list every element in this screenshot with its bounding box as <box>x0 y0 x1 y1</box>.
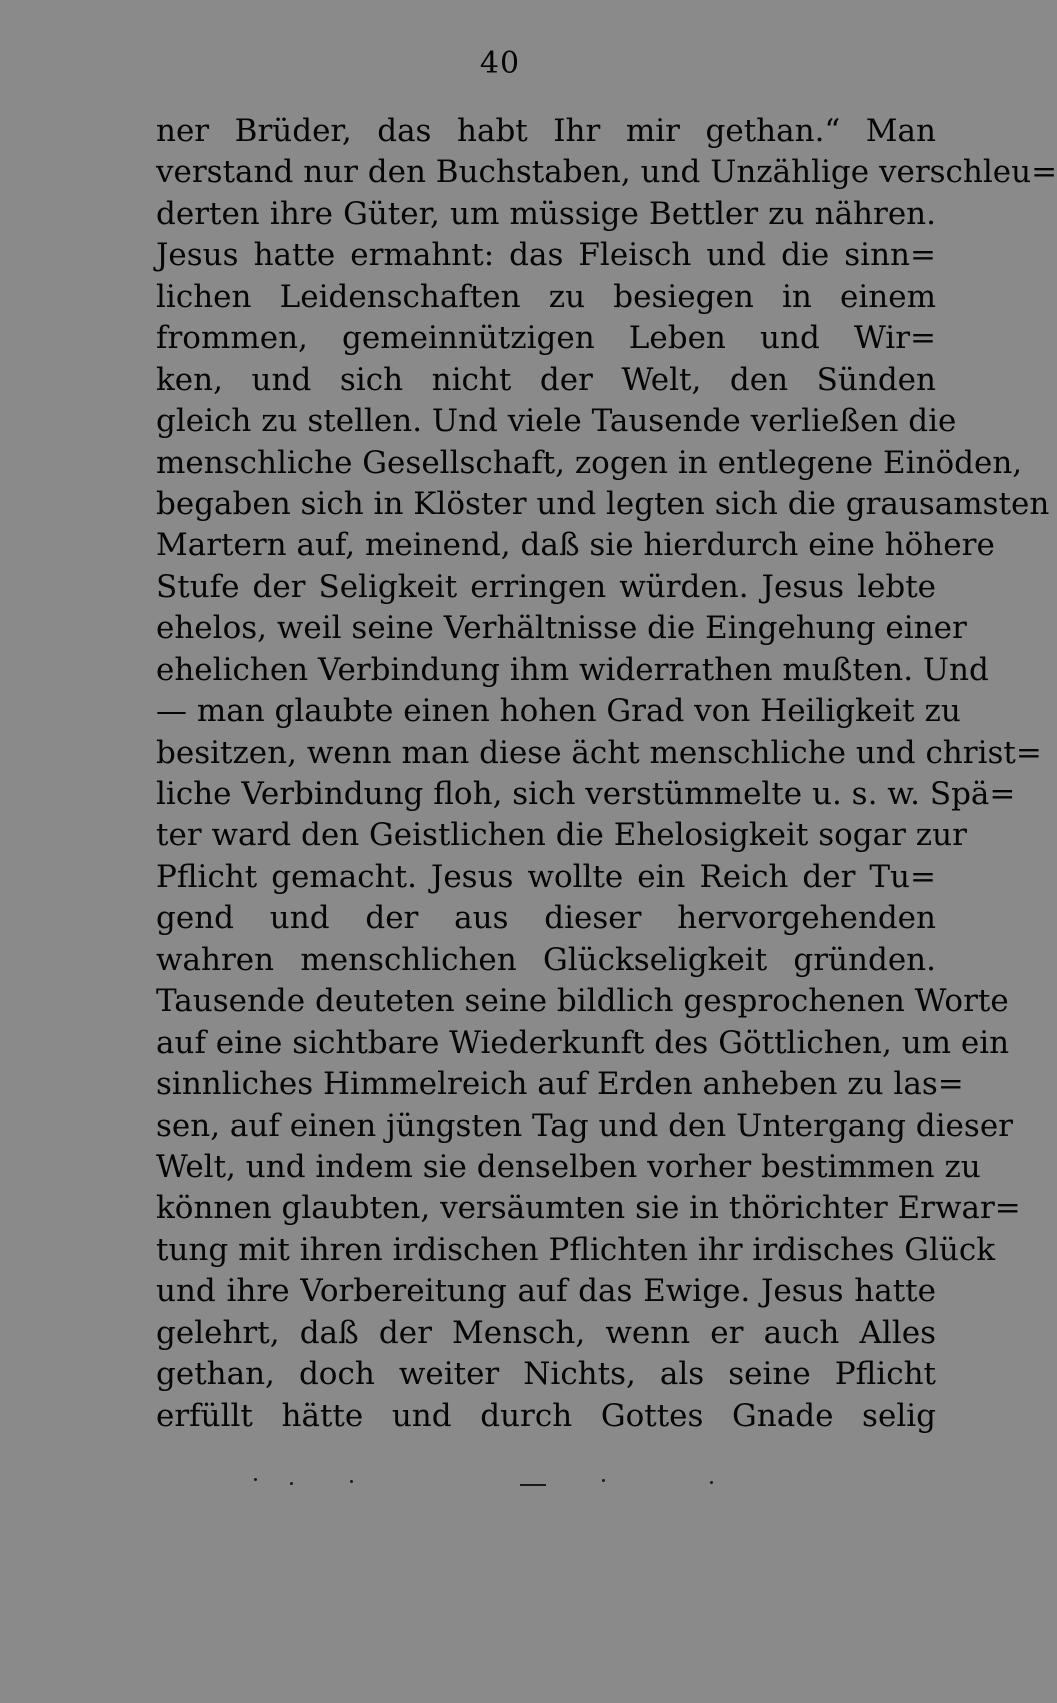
text-line: Stufe der Seligkeit erringen würden. Jesus lebte <box>156 568 936 605</box>
text-line: begaben sich in Klöster und legten sich die grausamsten <box>156 485 1050 522</box>
text-line: verstand nur den Buchstaben, und Unzählige verschleu= <box>156 154 1057 191</box>
text-line: Welt, und indem sie denselben vorher bestimmen zu <box>156 1148 981 1185</box>
text-line: ehelos, weil seine Verhältnisse die Eingehung einer <box>156 610 967 647</box>
body-text <box>156 111 1057 1437</box>
text-line: erfüllt hätte und durch Gottes Gnade selig <box>156 1397 936 1434</box>
text-line: Pflicht gemacht. Jesus wollte ein Reich der Tu= <box>156 858 936 895</box>
text-line: wahren menschlichen Glückseligkeit gründen. <box>156 941 936 978</box>
text-line: — man glaubte einen hohen Grad von Heiligkeit zu <box>156 693 961 730</box>
text-line: besitzen, wenn man diese ächt menschliche und christ= <box>156 734 1042 771</box>
text-line: Jesus hatte ermahnt: das Fleisch und die sinn= <box>156 237 936 274</box>
text-line: und ihre Vorbereitung auf das Ewige. Jesus hatte <box>156 1273 936 1310</box>
print-specks <box>230 1470 750 1500</box>
text-line: können glaubten, versäumten sie in thörichter Erwar= <box>156 1190 1021 1227</box>
text-line: lichen Leidenschaften zu besiegen in einem <box>156 278 936 315</box>
text-line: Tausende deuteten seine bildlich gesprochenen Worte <box>156 983 1009 1020</box>
text-line: derten ihre Güter, um müssige Bettler zu nähren. <box>156 195 936 232</box>
text-line: ter ward den Geistlichen die Ehelosigkeit sogar zur <box>156 817 967 854</box>
text-line: gethan, doch weiter Nichts, als seine Pflicht <box>156 1356 936 1393</box>
text-line: tung mit ihren irdischen Pflichten ihr irdisches Glück <box>156 1231 996 1268</box>
text-line: ner Brüder, das habt Ihr mir gethan.“ Man <box>156 113 936 149</box>
speck <box>520 1484 546 1486</box>
text-line: sen, auf einen jüngsten Tag und den Untergang dieser <box>156 1107 1013 1144</box>
speck <box>290 1482 293 1485</box>
text-line: frommen, gemeinnützigen Leben und Wir= <box>156 320 936 357</box>
text-line: liche Verbindung floh, sich verstümmelte u. s. w. Spä= <box>156 776 1016 812</box>
speck <box>602 1479 605 1482</box>
text-line: auf eine sichtbare Wiederkunft des Göttlichen, um ein <box>156 1024 1010 1061</box>
text-line: menschliche Gesellschaft, zogen in entlegene Einöden, <box>156 444 1023 481</box>
text-line: gelehrt, daß der Mensch, wenn er auch Alles <box>156 1314 936 1351</box>
speck <box>254 1478 257 1481</box>
text-line: sinnliches Himmelreich auf Erden anheben zu las= <box>156 1066 964 1103</box>
speck <box>710 1481 713 1484</box>
text-line: Martern auf, meinend, daß sie hierdurch eine höhere <box>156 527 995 564</box>
text-line: ehelichen Verbindung ihm widerrathen mußten. Und <box>156 651 989 688</box>
text-line: gleich zu stellen. Und viele Tausende verließen die <box>156 403 957 440</box>
text-line: gend und der aus dieser hervorgehenden <box>156 900 936 937</box>
page-number: 40 <box>479 46 521 81</box>
speck <box>350 1480 353 1483</box>
text-line: ken, und sich nicht der Welt, den Sünden <box>156 361 936 398</box>
